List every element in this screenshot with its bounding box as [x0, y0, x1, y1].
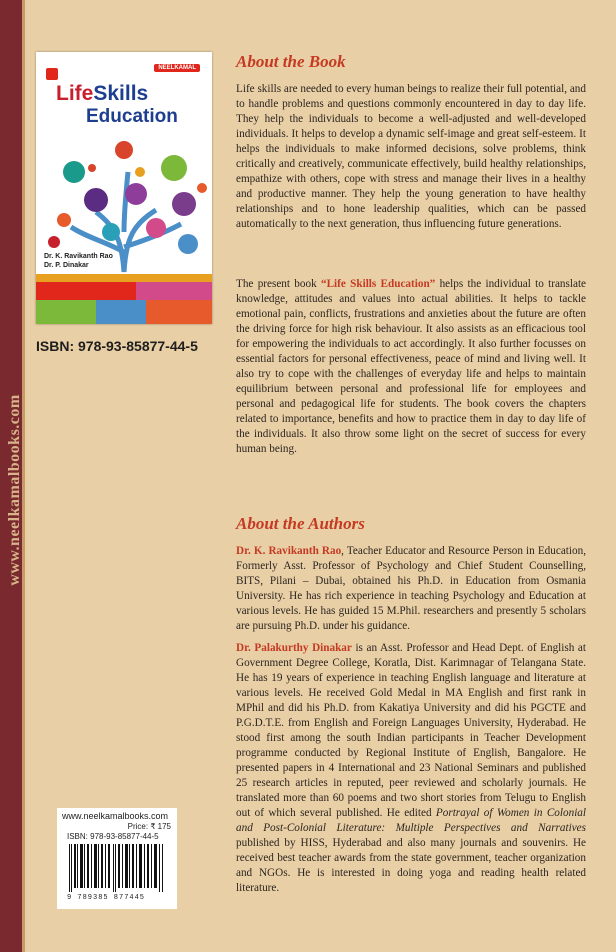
barcode-digits: 9 789385 877445: [67, 894, 146, 902]
cover-author-2: Dr. P. Dinakar: [44, 262, 89, 269]
about-book-para2: [236, 277, 586, 461]
barcode-sticker: [57, 808, 177, 909]
cover-title-life: Life: [56, 82, 94, 105]
about-book-para2-text: [236, 277, 586, 457]
about-book-para1-text: Life skills are needed to every human beings to realize their full potential, and to handle problems and questions commonly encountered in day to day life. They help the individuals to become a well-adjusted and well-developed individuals. It helps to develop a dynamic self-image and great self-esteem. It helps the individuals to make informed decisions, solve problems, think critically and creatively, communicate effectively, build healthy relationships, empathize with others, cope with stress and manage their lives in a healthy and productive manner. They help the young generation to have healthy relationships and to hone leadership qualities, which can be passed automatically to the next generation, thus influencing future generations.: [236, 83, 586, 230]
author2-name: Dr. Palakurthy Dinakar: [236, 642, 352, 654]
author1-bio-text: [236, 544, 586, 634]
isbn-label: ISBN: 978-93-85877-44-5: [36, 338, 198, 354]
about-book-heading: About the Book: [236, 52, 346, 71]
cover-authors: [44, 252, 113, 270]
publisher-badge: NEELKAMAL: [154, 64, 200, 72]
cover-title-line1: [56, 82, 148, 106]
author2-bio-body-b: published by HISS, Hyderabad and also many journals and souvenirs. He received best teacher awards from the state government, teacher organization and NGOs. He is interested in doing yoga and reading health related literature.: [236, 837, 586, 894]
author1-bio-body: , Teacher Educator and Resource Person in Education, Formerly Asst. Professor of Psychology and Chief Student Counselling, BITS, Pilani – Dubai, obtained his Ph.D. in Education from Osmania University. He has rich experience in teaching Psychology and Education at various levels. He has guided 15 M.Phil. researchers and presently 5 scholars are pursuing Ph.D. under his guidance.: [236, 545, 586, 632]
about-book-para1: [236, 82, 586, 236]
author2-edited-book: Portrayal of Women in Colonial and Post-Colonial Literature: Multiple Perspectives and Narratives: [236, 807, 586, 834]
cover-color-bands: [36, 274, 212, 324]
author2-bio-body-a: is an Asst. Professor and Head Dept. of English at Government Degree College, Koratla, Dist. Karimnagar of Telangana State. He has 19 years of experience in teaching English language and literature at various levels. He received Gold Medal in MA English and first rank in MPhil and did his Ph.D. from Kakatiya University and did his PGCTE and P.G.D.T.E. from English and Foreign Languages University, Hyderabad. He stood first among the south Indian participants in Teacher Development programme conducted by Regional Institute of English, Bangalore. He presented papers in 4 International and 23 National Seminars and published 25 research articles in reputed, peer reviewed and scholarly journals. He translated more than 60 poems and two short stories from Telugu to English out of which several published. He edited: [236, 642, 586, 819]
barcode-bars: [67, 844, 167, 892]
para2-rest: helps the individual to translate knowledge, attitudes and values into actual abilities. It helps to tackle emotional pain, conflicts, frustrations and anxieties about the future are often the driving force for high risk behaviour. It also assists as an efficacious tool for empowering the individuals to act accordingly. It also further focusses on essential factors for personal effectiveness, peace of mind and living well. It also try to cope with the challenges of everyday life and helps to maintain equilibrium between personal and professional life for employees and personal and pedagogical life for students. The book covers the chapters related to importance, benefits and how to practice them in day to day life of the individuals. It also throw some light on the secret of success for every human being.: [236, 278, 587, 455]
author1-name: Dr. K. Ravikanth Rao: [236, 545, 342, 557]
cover-title-skills: Skills: [93, 82, 149, 105]
cover-thumbnail: [36, 52, 212, 324]
publisher-logo-icon: [46, 68, 58, 80]
barcode-isbn: ISBN: 978-93-85877-44-5: [67, 832, 159, 841]
author1-bio: [236, 544, 586, 638]
cover-author-1: Dr. K. Ravikanth Rao: [44, 253, 113, 260]
para2-book-title: “Life Skills Education”: [320, 278, 436, 290]
author2-bio-text: [236, 641, 586, 896]
para2-lead: The present book: [236, 278, 321, 290]
price-label: Price: ₹ 175: [127, 822, 171, 831]
cover-title-line2: Education: [86, 106, 178, 127]
about-authors-heading: About the Authors: [236, 514, 365, 533]
barcode-url: www.neelkamalbooks.com: [62, 811, 169, 821]
vertical-website-text: www.neelkamalbooks.com: [6, 394, 23, 586]
vertical-website: [0, 340, 30, 640]
author2-bio: [236, 641, 586, 900]
